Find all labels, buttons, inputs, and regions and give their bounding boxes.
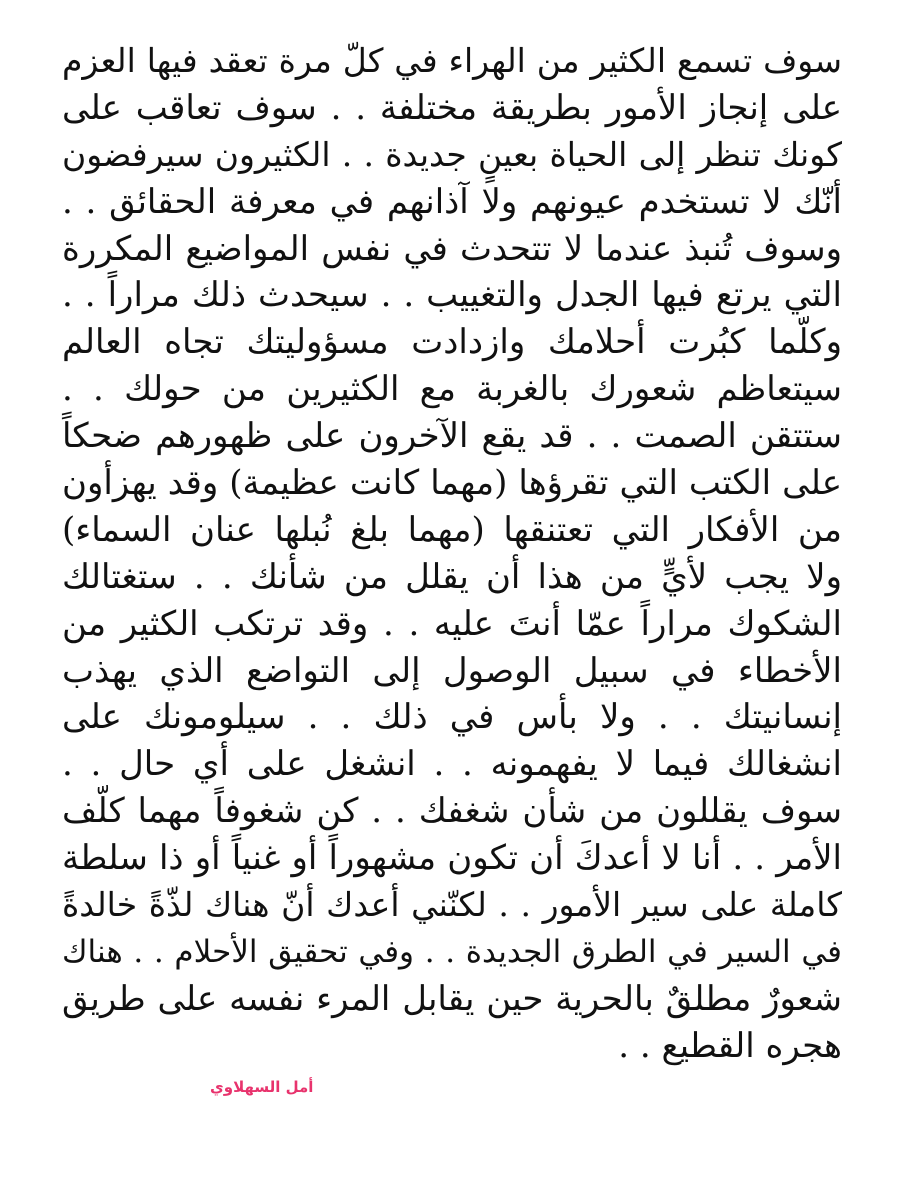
text-line: التي يرتع فيها الجدل والتغييب . . سيحدث ذلك مراراً . . — [62, 275, 842, 316]
text-line: في السير في الطرق الجديدة . . وفي تحقيق الأحلام . . هناك — [62, 933, 842, 970]
text-line: هجره القطيع . . — [618, 1025, 842, 1066]
text-line: ستتقن الصمت . . قد يقع الآخرون على ظهورهم ضحكاً — [62, 416, 842, 457]
text-line: ولا يجب لأيٍّ من هذا أن يقلل من شأنك . . ستغتالك — [62, 556, 842, 597]
text-line: إنسانيتك . . ولا بأس في ذلك . . سيلومونك على — [62, 697, 842, 738]
text-line: وسوف تُنبذ عندما لا تتحدث في نفس المواضيع المكررة — [62, 228, 842, 269]
text-line: كونك تنظر إلى الحياة بعينٍ جديدة . . الكثيرون سيرفضون — [62, 134, 842, 174]
text-line: سوف تسمع الكثير من الهراء في كلّ مرة تعقد فيها العزم — [62, 41, 842, 80]
author-signature: أمل السهلاوي — [210, 1078, 314, 1096]
text-line: شعورٌ مطلقٌ بالحرية حين يقابل المرء نفسه على طريق — [62, 978, 842, 1019]
text-line: أنّك لا تستخدم عيونهم ولا آذانهم في معرفة الحقائق . . — [62, 181, 842, 222]
text-line: من الأفكار التي تعتنقها (مهما بلغ نُبلها عنان السماء) — [62, 509, 842, 550]
text-line: سوف يقللون من شأن شغفك . . كن شغوفاً مهما كلّف — [62, 791, 842, 832]
text-line: كاملة على سير الأمور . . لكنّني أعدك أنّ هناك لذّةً خالدةً — [62, 885, 842, 925]
text-line: وكلّما كبُرت أحلامك وازدادت مسؤوليتك تجاه العالم — [62, 322, 842, 363]
text-line: على إنجاز الأمور بطريقة مختلفة . . سوف تعاقب على — [62, 87, 842, 128]
text-line: سيتعاظم شعورك بالغربة مع الكثيرين من حولك . . — [62, 369, 842, 410]
text-line: الأخطاء في سبيل الوصول إلى التواضع الذي يهذب — [62, 650, 842, 691]
text-line: الشكوك مراراً عمّا أنتَ عليه . . وقد ترتكب الكثير من — [62, 603, 842, 644]
text-line: انشغالك فيما لا يفهمونه . . انشغل على أي حال . . — [62, 744, 842, 785]
text-line: على الكتب التي تقرؤها (مهما كانت عظيمة) وقد يهزأون — [62, 463, 842, 504]
text-line: الأمر . . أنا لا أعدكَ أن تكون مشهوراً أو غنياً أو ذا سلطة — [62, 838, 842, 879]
body-text — [62, 38, 842, 1070]
